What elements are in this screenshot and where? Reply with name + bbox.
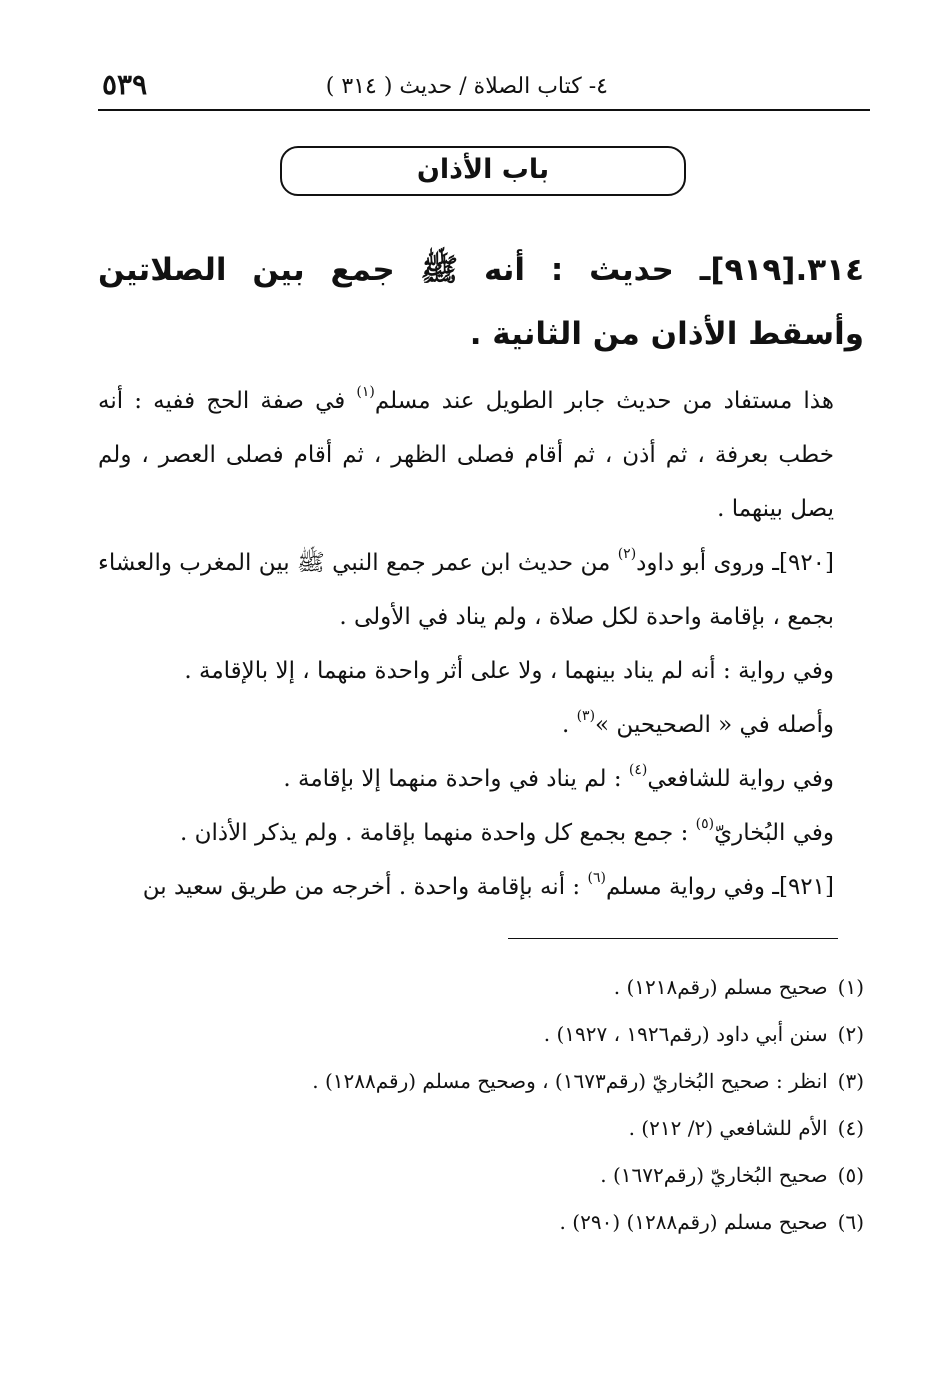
footnote-text: الأم للشافعي (٢/ ٢١٢) . — [628, 1116, 828, 1140]
footnote-text: سنن أبي داود (رقم١٩٢٦ ، ١٩٢٧) . — [543, 1022, 828, 1046]
page-header — [98, 68, 870, 108]
hadith-heading: ٣١٤.[٩١٩]ـ حديث : أنه ﷺ جمع بين الصلاتين وأسقط الأذان من الثانية . — [98, 252, 864, 352]
paragraph: وفي رواية : أنه لم يناد بينهما ، ولا على أثر واحدة منهما ، إلا بالإقامة . — [184, 658, 834, 684]
footnote-marker: (٦) — [587, 870, 606, 886]
footnote-number: (١) — [837, 975, 864, 999]
paragraph: هذا مستفاد من حديث جابر الطويل عند مسلم$^{(١)}$ في صفة الحج ففيه : أنه خطب بعرفة ، ثم أذن ، ثم أقام فصلى الظهر ، ثم أقام فصلى العصر ، ولم يصل بينهما . — [98, 384, 834, 522]
paragraph: [٩٢١]ـ وفي رواية مسلم$^{(٦)}$ : أنه بإقامة واحدة . أخرجه من طريق سعيد بن — [142, 870, 834, 900]
paragraph: وفي البُخاريّ$^{(٥)}$ : جمع بجمع كل واحدة منهما بإقامة . ولم يذكر الأذان . — [179, 816, 834, 846]
page-number: ٥٣٩ — [102, 68, 148, 101]
chapter-title: باب الأذان — [416, 154, 550, 185]
footnote-item — [98, 1011, 864, 1058]
footnote-text: صحيح مسلم (رقم١٢٨٨) (٢٩٠) . — [559, 1210, 828, 1234]
footnote-text: صحيح البُخاريّ (رقم١٦٧٢) . — [600, 1163, 828, 1187]
running-head: ٤- كتاب الصلاة / حديث ( ٣١٤ ) — [325, 74, 608, 99]
paragraph: وأصله في « الصحيحين »$^{(٣)}$ . — [561, 708, 834, 738]
footnote-text: صحيح مسلم (رقم١٢١٨) . — [613, 975, 828, 999]
body-text — [98, 374, 864, 914]
paragraph: وفي رواية للشافعي$^{(٤)}$ : لم يناد في واحدة منهما إلا بإقامة . — [283, 762, 834, 792]
footnote-marker: (٥) — [695, 816, 715, 832]
footnote-separator — [508, 938, 838, 939]
footnote-number: (٥) — [837, 1163, 864, 1187]
footnote-item — [98, 964, 864, 1011]
footnote-number: (٤) — [837, 1116, 864, 1140]
footnote-marker: (١) — [356, 384, 375, 400]
footnote-number: (٣) — [837, 1069, 864, 1093]
chapter-title-box — [280, 146, 686, 196]
paragraph: [٩٢٠]ـ وروى أبو داود$^{(٢)}$ من حديث ابن عمر جمع النبي ﷺ بين المغرب والعشاء بجمع ، بإقامة واحدة لكل صلاة ، ولم يناد في الأولى . — [98, 546, 835, 630]
footnote-text: انظر : صحيح البُخاريّ (رقم١٦٧٣) ، وصحيح مسلم (رقم١٢٨٨) . — [312, 1069, 828, 1093]
footnote-item — [98, 1199, 864, 1246]
footnotes — [98, 964, 864, 1246]
footnote-marker: (٢) — [617, 546, 637, 562]
footnote-item — [98, 1105, 864, 1152]
footnote-marker: (٣) — [576, 708, 596, 724]
header-rule — [98, 109, 870, 111]
footnote-number: (٢) — [837, 1022, 864, 1046]
footnote-item — [98, 1152, 864, 1199]
footnote-marker: (٤) — [628, 762, 648, 778]
footnote-number: (٦) — [837, 1210, 864, 1234]
footnote-item — [98, 1058, 864, 1105]
